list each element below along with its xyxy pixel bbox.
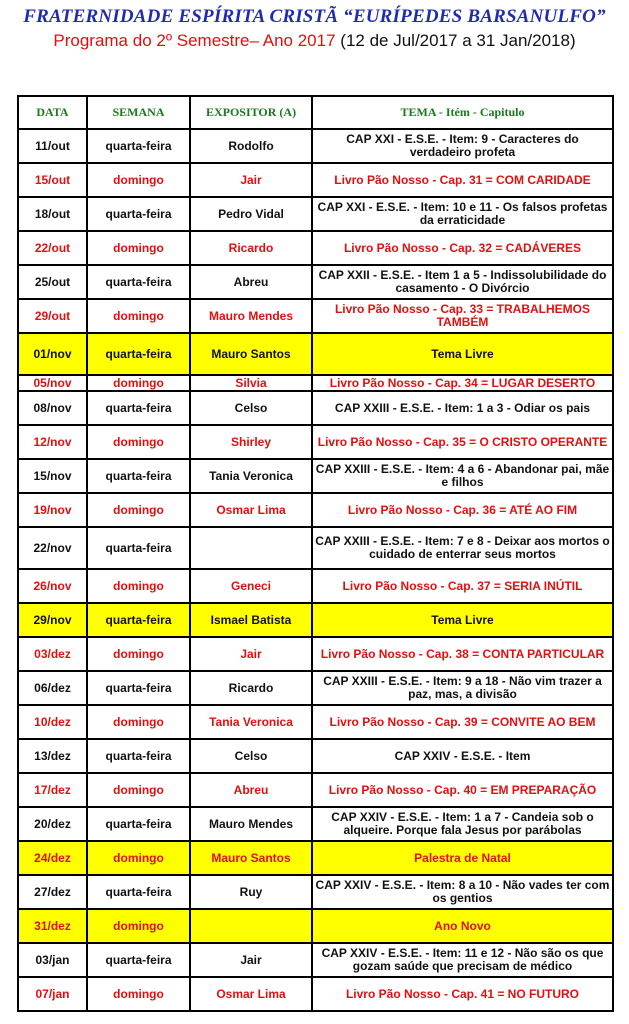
cell-data: 01/nov (18, 333, 87, 375)
table-row (18, 977, 613, 1011)
cell-tema: Livro Pão Nosso - Cap. 36 = ATÉ AO FIM (312, 493, 613, 527)
table-row (18, 163, 613, 197)
cell-expositor: Osmar Lima (190, 977, 312, 1011)
cell-data: 06/dez (18, 671, 87, 705)
cell-expositor: Celso (190, 391, 312, 425)
cell-semana: domingo (87, 231, 190, 265)
cell-tema: Livro Pão Nosso - Cap. 39 = CONVITE AO BEM (312, 705, 613, 739)
cell-tema: Livro Pão Nosso - Cap. 34 = LUGAR DESERTO (312, 375, 613, 391)
cell-tema: Ano Novo (312, 909, 613, 943)
cell-data: 17/dez (18, 773, 87, 807)
cell-tema: CAP XXIV - E.S.E. - Item: 11 e 12 - Não são os que gozam saúde que precisam de médico (312, 943, 613, 977)
cell-data: 13/dez (18, 739, 87, 773)
cell-tema: Palestra de Natal (312, 841, 613, 875)
cell-expositor: Rodolfo (190, 129, 312, 163)
cell-data: 03/dez (18, 637, 87, 671)
table-row (18, 493, 613, 527)
cell-tema: Livro Pão Nosso - Cap. 38 = CONTA PARTICULAR (312, 637, 613, 671)
table-row (18, 671, 613, 705)
column-header-expositor: EXPOSITOR (A) (190, 96, 312, 129)
table-row (18, 909, 613, 943)
cell-expositor: Mauro Santos (190, 841, 312, 875)
cell-semana: domingo (87, 375, 190, 391)
cell-expositor: Mauro Santos (190, 333, 312, 375)
table-row (18, 425, 613, 459)
cell-expositor: Ruy (190, 875, 312, 909)
program-label: Programa do 2º Semestre– Ano 2017 (53, 31, 336, 50)
program-period: (12 de Jul/2017 a 31 Jan/2018) (340, 31, 576, 50)
cell-expositor: Celso (190, 739, 312, 773)
cell-semana: domingo (87, 977, 190, 1011)
table-row (18, 841, 613, 875)
cell-semana: quarta-feira (87, 603, 190, 637)
cell-data: 19/nov (18, 493, 87, 527)
cell-expositor (190, 527, 312, 569)
cell-semana: domingo (87, 569, 190, 603)
cell-tema: Livro Pão Nosso - Cap. 32 = CADÁVERES (312, 231, 613, 265)
cell-expositor: Ricardo (190, 231, 312, 265)
cell-tema: Tema Livre (312, 333, 613, 375)
cell-tema: CAP XXI - E.S.E. - Item: 9 - Caracteres do verdadeiro profeta (312, 129, 613, 163)
schedule-table (17, 95, 614, 1012)
cell-semana: quarta-feira (87, 333, 190, 375)
table-row (18, 333, 613, 375)
cell-tema: CAP XXIV - E.S.E. - Item: 1 a 7 - Candeia sob o alqueire. Porque fala Jesus por parábolas (312, 807, 613, 841)
cell-expositor: Silvia (190, 375, 312, 391)
cell-data: 11/out (18, 129, 87, 163)
table-row (18, 375, 613, 391)
cell-expositor: Tania Veronica (190, 459, 312, 493)
cell-expositor: Mauro Mendes (190, 807, 312, 841)
cell-data: 08/nov (18, 391, 87, 425)
table-row (18, 807, 613, 841)
cell-semana: quarta-feira (87, 527, 190, 569)
cell-semana: domingo (87, 773, 190, 807)
cell-expositor: Mauro Mendes (190, 299, 312, 333)
cell-data: 22/out (18, 231, 87, 265)
table-row (18, 603, 613, 637)
column-header-data: DATA (18, 96, 87, 129)
cell-expositor: Ismael Batista (190, 603, 312, 637)
cell-tema: Livro Pão Nosso - Cap. 37 = SERIA INÚTIL (312, 569, 613, 603)
table-row (18, 875, 613, 909)
cell-data: 27/dez (18, 875, 87, 909)
cell-tema: CAP XXIII - E.S.E. - Item: 9 a 18 - Não vim trazer a paz, mas, a divisão (312, 671, 613, 705)
cell-expositor (190, 909, 312, 943)
cell-semana: domingo (87, 493, 190, 527)
cell-expositor: Abreu (190, 265, 312, 299)
cell-tema: CAP XXIV - E.S.E. - Item: 8 a 10 - Não vades ter com os gentios (312, 875, 613, 909)
table-header-row (18, 96, 613, 129)
cell-tema: CAP XXIII - E.S.E. - Item: 1 a 3 - Odiar os pais (312, 391, 613, 425)
table-row (18, 391, 613, 425)
cell-semana: domingo (87, 425, 190, 459)
cell-tema: Livro Pão Nosso - Cap. 35 = O CRISTO OPERANTE (312, 425, 613, 459)
column-header-semana: SEMANA (87, 96, 190, 129)
table-row (18, 527, 613, 569)
cell-tema: CAP XXII - E.S.E. - Item 1 a 5 - Indissolubilidade do casamento - O Divórcio (312, 265, 613, 299)
cell-expositor: Jair (190, 163, 312, 197)
cell-semana: domingo (87, 909, 190, 943)
cell-semana: domingo (87, 299, 190, 333)
cell-data: 29/nov (18, 603, 87, 637)
cell-tema: Tema Livre (312, 603, 613, 637)
cell-expositor: Abreu (190, 773, 312, 807)
cell-semana: quarta-feira (87, 943, 190, 977)
table-row (18, 637, 613, 671)
cell-tema: CAP XXI - E.S.E. - Item: 10 e 11 - Os falsos profetas da erraticidade (312, 197, 613, 231)
cell-tema: Livro Pão Nosso - Cap. 40 = EM PREPARAÇÃO (312, 773, 613, 807)
cell-tema: CAP XXIV - E.S.E. - Item (312, 739, 613, 773)
cell-semana: quarta-feira (87, 391, 190, 425)
cell-expositor: Pedro Vidal (190, 197, 312, 231)
cell-tema: CAP XXIII - E.S.E. - Item: 4 a 6 - Abandonar pai, mãe e filhos (312, 459, 613, 493)
column-header-tema: TEMA - Itém - Capitulo (312, 96, 613, 129)
table-row (18, 129, 613, 163)
cell-data: 26/nov (18, 569, 87, 603)
cell-expositor: Jair (190, 637, 312, 671)
cell-semana: domingo (87, 705, 190, 739)
cell-data: 22/nov (18, 527, 87, 569)
table-row (18, 739, 613, 773)
cell-data: 25/out (18, 265, 87, 299)
cell-data: 12/nov (18, 425, 87, 459)
cell-semana: domingo (87, 163, 190, 197)
table-row (18, 459, 613, 493)
cell-data: 03/jan (18, 943, 87, 977)
table-row (18, 705, 613, 739)
cell-data: 15/out (18, 163, 87, 197)
cell-tema: Livro Pão Nosso - Cap. 33 = TRABALHEMOS TAMBÉM (312, 299, 613, 333)
cell-expositor: Jair (190, 943, 312, 977)
table-row (18, 943, 613, 977)
cell-expositor: Shirley (190, 425, 312, 459)
cell-tema: Livro Pão Nosso - Cap. 41 = NO FUTURO (312, 977, 613, 1011)
cell-semana: quarta-feira (87, 459, 190, 493)
cell-data: 29/out (18, 299, 87, 333)
cell-tema: CAP XXIII - E.S.E. - Item: 7 e 8 - Deixar aos mortos o cuidado de enterrar seus mortos (312, 527, 613, 569)
cell-expositor: Ricardo (190, 671, 312, 705)
cell-semana: quarta-feira (87, 265, 190, 299)
schedule-body (18, 129, 613, 1011)
cell-semana: quarta-feira (87, 807, 190, 841)
document-title: FRATERNIDADE ESPÍRITA CRISTÃ “EURÍPEDES BARSANULFO” (23, 6, 606, 27)
cell-semana: quarta-feira (87, 197, 190, 231)
cell-tema: Livro Pão Nosso - Cap. 31 = COM CARIDADE (312, 163, 613, 197)
table-row (18, 299, 613, 333)
cell-data: 24/dez (18, 841, 87, 875)
cell-data: 15/nov (18, 459, 87, 493)
cell-expositor: Tania Veronica (190, 705, 312, 739)
table-row (18, 231, 613, 265)
cell-semana: domingo (87, 841, 190, 875)
cell-data: 31/dez (18, 909, 87, 943)
cell-data: 18/out (18, 197, 87, 231)
table-row (18, 773, 613, 807)
document-subtitle (0, 31, 629, 51)
table-row (18, 265, 613, 299)
table-row (18, 569, 613, 603)
cell-semana: quarta-feira (87, 875, 190, 909)
cell-data: 10/dez (18, 705, 87, 739)
cell-data: 05/nov (18, 375, 87, 391)
cell-expositor: Geneci (190, 569, 312, 603)
cell-semana: domingo (87, 637, 190, 671)
cell-semana: quarta-feira (87, 671, 190, 705)
cell-semana: quarta-feira (87, 129, 190, 163)
cell-data: 20/dez (18, 807, 87, 841)
cell-data: 07/jan (18, 977, 87, 1011)
cell-expositor: Osmar Lima (190, 493, 312, 527)
table-row (18, 197, 613, 231)
cell-semana: quarta-feira (87, 739, 190, 773)
